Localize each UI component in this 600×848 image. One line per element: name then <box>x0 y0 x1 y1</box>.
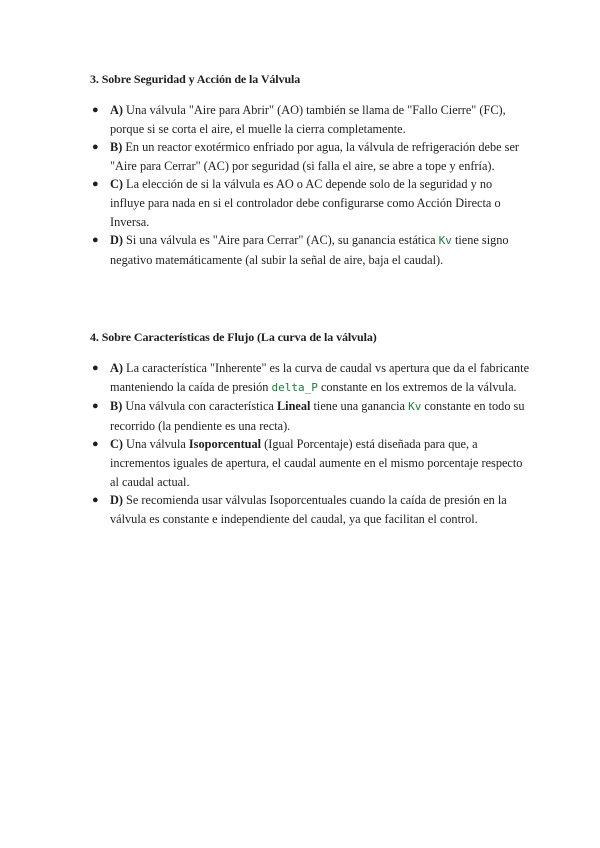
statement-item-c <box>90 175 530 231</box>
bullet-icon: ● <box>92 400 99 413</box>
statement-text: En un reactor exotérmico enfriado por agua, la válvula de refrigeración debe ser "Aire para Cerrar" (AC) por seguridad (si falla el aire, se abre a tope y enfría). <box>110 140 520 173</box>
statement-item-a <box>90 359 530 397</box>
bullet-icon: ● <box>92 234 99 247</box>
statement-item-d <box>90 491 530 528</box>
statement-item-b <box>90 397 530 435</box>
bullet-icon: ● <box>92 362 99 374</box>
statement-text: (Igual Porcentaje) está diseñada para que, a incrementos iguales de apertura, el caudal aumente en el mismo porcentaje respecto al caudal actual. <box>110 437 523 489</box>
statement-text: Una válvula "Aire para Abrir" (AO) también se llama de "Fallo Cierre" (FC), porque si se corta el aire, el muelle la cierra completamente. <box>110 103 506 136</box>
statement-letter: D) <box>110 493 123 508</box>
statement-text: Una válvula con característica <box>122 399 277 414</box>
section-flow-characteristics <box>90 330 530 528</box>
statement-list <box>90 101 530 269</box>
bold-term: Lineal <box>276 399 311 414</box>
statement-text: constante en los extremos de la válvula. <box>317 379 517 394</box>
statement-list <box>90 359 530 528</box>
bullet-icon: ● <box>92 178 99 191</box>
inline-code: Kv <box>438 234 452 248</box>
statement-item-c <box>90 435 530 491</box>
statement-item-b <box>90 138 530 175</box>
statement-letter: C) <box>110 437 123 452</box>
section-title: 4. Sobre Características de Flujo (La curva de la válvula) <box>90 330 377 344</box>
statement-text: Una válvula <box>122 437 189 452</box>
statement-letter: C) <box>110 177 123 192</box>
statement-letter: B) <box>110 399 123 414</box>
statement-item-d <box>90 231 530 269</box>
statement-letter: A) <box>110 361 123 375</box>
inline-code: Kv <box>408 400 422 414</box>
statement-letter: D) <box>110 233 123 248</box>
bullet-icon: ● <box>92 141 99 154</box>
statement-letter: B) <box>110 140 123 155</box>
inline-code: delta_P <box>271 380 318 394</box>
section-title: 3. Sobre Seguridad y Acción de la Válvula <box>90 72 301 86</box>
statement-text: La característica "Inherente" es la curva de caudal vs apertura que da el fabricante manteniendo la caída de presión <box>110 361 530 394</box>
statement-text: constante en todo su recorrido (la pendiente es una recta). <box>110 399 525 433</box>
statement-text: Se recomienda usar válvulas Isoporcentuales cuando la caída de presión en la válvula es constante e independiente del caudal, ya que facilitan el control. <box>110 493 507 526</box>
bullet-icon: ● <box>92 104 99 116</box>
statement-text: tiene signo negativo matemáticamente (al subir la señal de aire, baja el caudal). <box>110 233 509 267</box>
statement-text: Si una válvula es "Aire para Cerrar" (AC), su ganancia estática <box>122 233 439 248</box>
bold-term: Isoporcentual <box>188 437 262 452</box>
statement-text: La elección de si la válvula es AO o AC depende solo de la seguridad y no influye para nada en si el controlador debe configurarse como Acción Directa o Inversa. <box>110 177 501 229</box>
section-safety-valve-action <box>90 72 530 269</box>
bullet-icon: ● <box>92 494 99 507</box>
statement-letter: A) <box>110 103 123 117</box>
bullet-icon: ● <box>92 438 99 451</box>
statement-text: tiene una ganancia <box>310 399 409 414</box>
statement-item-a <box>90 101 530 138</box>
